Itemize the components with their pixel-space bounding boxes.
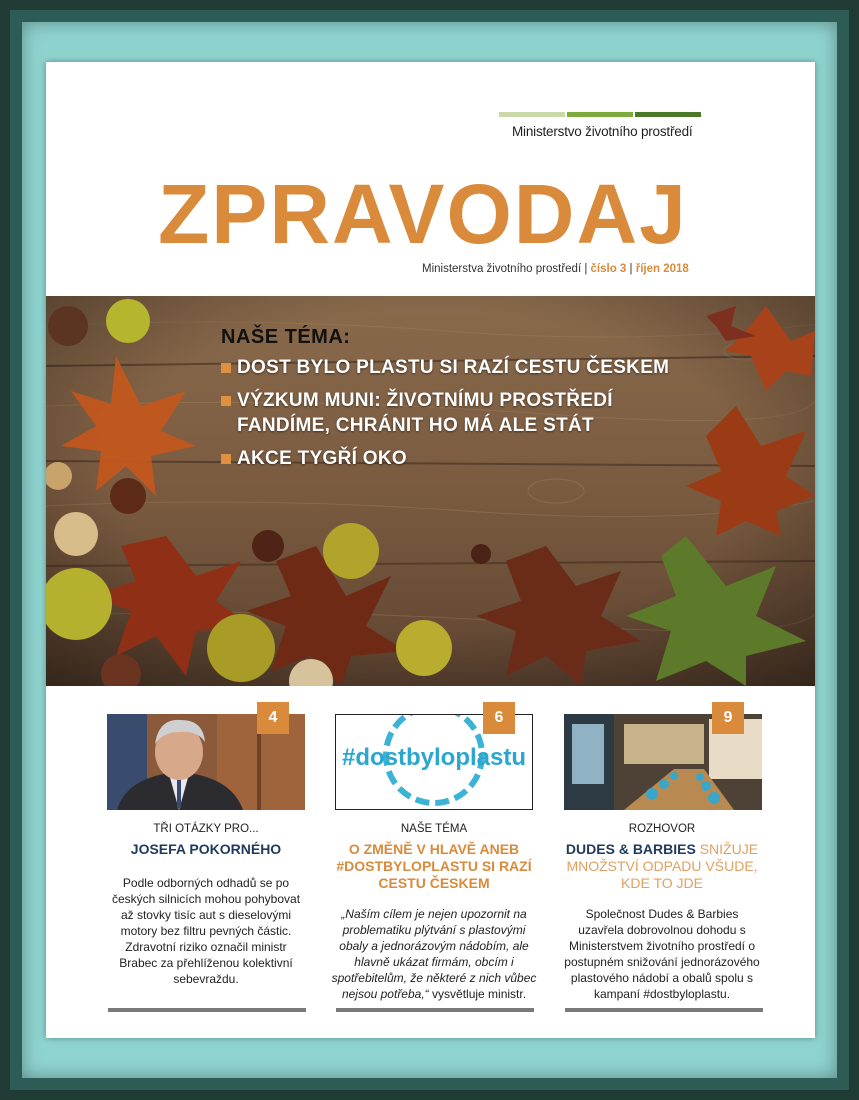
topics-heading: NAŠE TÉMA: — [221, 326, 351, 348]
article-kicker: NAŠE TÉMA — [400, 823, 468, 835]
headline-topic: SNIŽUJE MNOŽSTVÍ ODPADU VŠUDE, KDE TO JDE — [566, 841, 759, 891]
topic-item[interactable] — [221, 355, 707, 380]
newsletter-page — [46, 62, 815, 1038]
topic-item[interactable] — [221, 446, 707, 471]
article-quote — [329, 906, 539, 1002]
issue-line — [422, 263, 689, 275]
headline-company: DUDES & BARBIES — [565, 841, 696, 857]
topic-item[interactable] — [221, 388, 707, 438]
newsletter-title: ZPRAVODAJ — [158, 167, 688, 261]
article-divider — [108, 1008, 306, 1012]
article-divider — [565, 1008, 763, 1012]
bar-dark-green — [635, 112, 701, 117]
orange-bullet-icon — [221, 363, 231, 373]
hero-banner — [46, 296, 815, 686]
page-number-badge: 4 — [257, 702, 289, 734]
article-kicker: ROZHOVOR — [628, 823, 696, 835]
article-headline: JOSEFA POKORNÉHO — [130, 841, 282, 857]
article-body: Společnost Dudes & Barbies uzavřela dobrovolnou dohodu s Ministerstvem životního prostředí o postupném snižování jednorázového plastového nádobí a obalů spolu s kampaní #dostbyloplastu. — [564, 907, 760, 1001]
issue-publisher: Ministerstva životního prostředí | — [422, 263, 591, 275]
orange-bullet-icon — [221, 454, 231, 464]
article-kicker: TŘI OTÁZKY PRO... — [153, 823, 259, 835]
topics-list — [221, 326, 707, 479]
quote-text: „Naším cílem je nejen upozornit na problematiku plýtvání s plastovými obaly a jednorázovým nádobím, ale hlavně ukázat firmám, obcím i spotřebitelům, že některé z nich vůbec nejsou potřeba,“ — [331, 907, 537, 1001]
topic-label: DOST BYLO PLASTU SI RAZÍ CESTU ČESKEM — [237, 357, 670, 378]
hashtag-text: #dostbyloplastu — [341, 744, 527, 771]
quote-attribution: vysvětluje ministr. — [432, 987, 527, 1001]
page-number-badge: 9 — [712, 702, 744, 734]
issue-date: říjen 2018 — [635, 263, 689, 275]
ministry-color-bars — [499, 112, 702, 117]
article-headline: O ZMĚNĚ V HLAVĚ ANEB #DOSTBYLOPLASTU SI RAZÍ CESTU ČESKEM — [336, 841, 532, 891]
issue-number: číslo 3 — [590, 263, 627, 275]
topic-label: VÝZKUM MUNI: ŽIVOTNÍMU PROSTŘEDÍ FANDÍME, CHRÁNIT HO MÁ ALE STÁT — [237, 390, 613, 436]
bar-green — [567, 112, 633, 117]
issue-separator: | — [626, 263, 636, 275]
topic-label: AKCE TYGŘÍ OKO — [237, 448, 407, 469]
ministry-name: Ministerstvo životního prostředí — [512, 124, 693, 139]
article-divider — [336, 1008, 534, 1012]
bar-light-green — [499, 112, 565, 117]
page-number-badge: 6 — [483, 702, 515, 734]
article-headline — [562, 841, 762, 892]
orange-bullet-icon — [221, 396, 231, 406]
article-body: Podle odborných odhadů se po českých silnicích mohou pohybovat až stovky tisíc aut s dieselovými motory bez filtru pevných částic. Zdravotní riziko označil ministr Brabec za přehlíženou kolektivní sebevraždu. — [111, 876, 301, 986]
